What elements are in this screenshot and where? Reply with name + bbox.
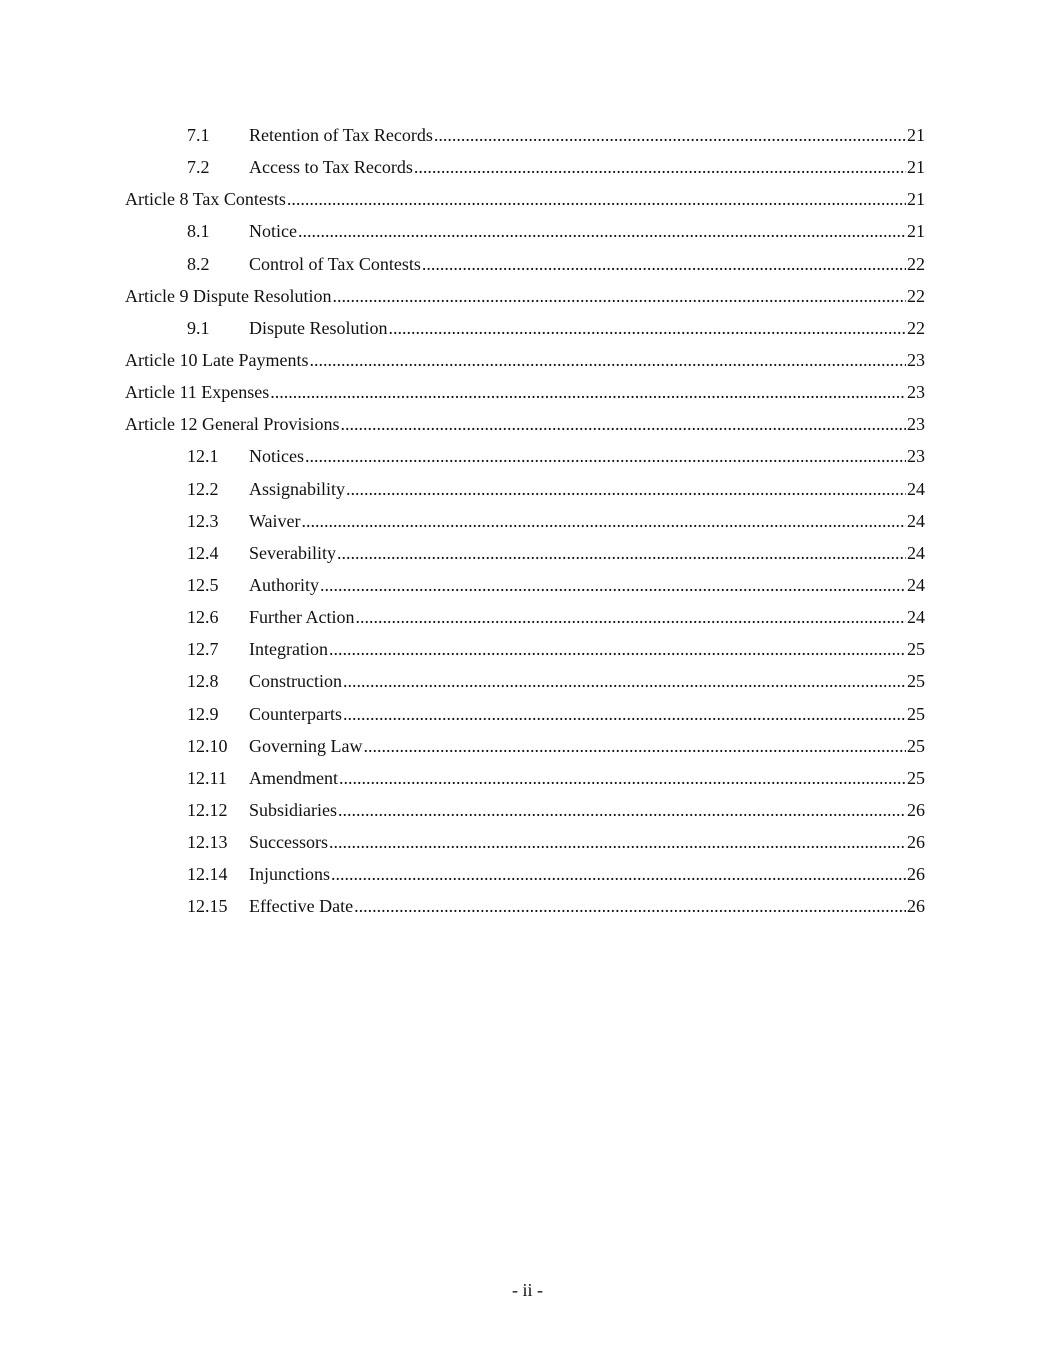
toc-entry-page: 23 (907, 382, 925, 403)
toc-entry-page: 26 (907, 864, 925, 885)
toc-entry-number: 12.9 (187, 703, 219, 724)
toc-entry-title: Injunctions (249, 864, 330, 885)
toc-entry-page: 24 (907, 510, 925, 531)
toc-subsection-entry[interactable] (125, 890, 925, 922)
toc-dot-leader (356, 601, 907, 633)
toc-dot-leader (270, 376, 906, 408)
toc-entry-title: Construction (249, 671, 342, 692)
toc-entry-page: 23 (907, 414, 925, 435)
toc-entry-title: Integration (249, 639, 328, 660)
toc-entry-title: Counterparts (249, 703, 342, 724)
toc-dot-leader (329, 633, 906, 665)
toc-dot-leader (389, 312, 907, 344)
toc-dot-leader (305, 440, 906, 472)
toc-subsection-entry[interactable] (125, 730, 925, 762)
toc-subsection-entry[interactable] (125, 505, 925, 537)
toc-subsection-entry[interactable] (125, 826, 925, 858)
toc-entry-page: 25 (907, 639, 925, 660)
toc-entry-number: 12.2 (187, 478, 219, 499)
toc-article-entry[interactable] (125, 280, 925, 312)
toc-entry-title: Authority (249, 574, 319, 595)
toc-entry-title: Access to Tax Records (249, 157, 413, 178)
toc-entry-number: 12.6 (187, 607, 219, 628)
toc-subsection-entry[interactable] (125, 473, 925, 505)
toc-entry-number: 12.3 (187, 510, 219, 531)
toc-entry-page: 22 (907, 253, 925, 274)
toc-entry-number: 12.14 (187, 864, 228, 885)
toc-dot-leader (363, 730, 906, 762)
toc-entry-page: 21 (907, 157, 925, 178)
toc-dot-leader (287, 183, 906, 215)
toc-entry-number: 7.1 (187, 125, 210, 145)
toc-entry-number: 12.13 (187, 832, 228, 853)
toc-entry-title: Assignability (249, 478, 346, 499)
toc-entry-number: 12.15 (187, 896, 228, 917)
table-of-contents (125, 119, 925, 923)
toc-dot-leader (338, 794, 906, 826)
toc-entry-number: 8.2 (187, 253, 210, 274)
toc-dot-leader (434, 119, 906, 151)
toc-dot-leader (346, 473, 906, 505)
toc-entry-number: 12.11 (187, 767, 227, 788)
toc-dot-leader (302, 505, 906, 537)
toc-entry-title: Notices (249, 446, 304, 467)
toc-entry-title: Article 9 Dispute Resolution (125, 285, 332, 306)
toc-entry-number: 12.12 (187, 799, 228, 820)
toc-entry-title: Retention of Tax Records (249, 125, 433, 145)
toc-dot-leader (320, 569, 906, 601)
toc-entry-number: 12.7 (187, 639, 219, 660)
toc-entry-number: 12.5 (187, 574, 219, 595)
toc-subsection-entry[interactable] (125, 698, 925, 730)
toc-subsection-entry[interactable] (125, 215, 925, 247)
toc-entry-page: 25 (907, 671, 925, 692)
toc-dot-leader (343, 665, 906, 697)
toc-entry-title: Article 11 Expenses (125, 382, 270, 403)
toc-entry-title: Amendment (249, 767, 338, 788)
toc-article-entry[interactable] (125, 408, 925, 440)
toc-subsection-entry[interactable] (125, 794, 925, 826)
toc-entry-number: 12.8 (187, 671, 219, 692)
toc-entry-number: 12.10 (187, 735, 228, 756)
toc-subsection-entry[interactable] (125, 858, 925, 890)
toc-entry-title: Article 10 Late Payments (125, 349, 309, 370)
toc-dot-leader (331, 858, 906, 890)
toc-entry-title: Control of Tax Contests (249, 253, 421, 274)
toc-entry-page: 24 (907, 607, 925, 628)
toc-dot-leader (339, 762, 906, 794)
toc-entry-page: 26 (907, 896, 925, 917)
toc-entry-title: Article 12 General Provisions (125, 414, 340, 435)
toc-entry-title: Severability (249, 542, 336, 563)
toc-article-entry[interactable] (125, 183, 925, 215)
toc-subsection-entry[interactable] (125, 312, 925, 344)
toc-subsection-entry[interactable] (125, 569, 925, 601)
toc-entry-page: 26 (907, 799, 925, 820)
toc-article-entry[interactable] (125, 344, 925, 376)
toc-entry-title: Dispute Resolution (249, 317, 388, 338)
toc-dot-leader (414, 151, 906, 183)
toc-entry-number: 9.1 (187, 317, 210, 338)
toc-entry-title: Subsidiaries (249, 799, 337, 820)
toc-entry-page: 23 (907, 349, 925, 370)
toc-subsection-entry[interactable] (125, 119, 925, 151)
toc-entry-page: 23 (907, 446, 925, 467)
toc-dot-leader (337, 537, 906, 569)
toc-subsection-entry[interactable] (125, 151, 925, 183)
toc-entry-number: 12.1 (187, 446, 219, 467)
toc-entry-page: 21 (907, 221, 925, 242)
toc-entry-title: Effective Date (249, 896, 354, 917)
toc-entry-page: 24 (907, 542, 925, 563)
toc-entry-page: 22 (907, 317, 925, 338)
toc-entry-page: 24 (907, 574, 925, 595)
toc-entry-number: 12.4 (187, 542, 219, 563)
toc-entry-page: 25 (907, 703, 925, 724)
toc-entry-page: 21 (907, 125, 925, 145)
toc-article-entry[interactable] (125, 376, 925, 408)
page-number: - ii - (512, 1280, 543, 1300)
toc-entry-title: Article 8 Tax Contests (125, 189, 286, 210)
toc-subsection-entry[interactable] (125, 248, 925, 280)
toc-entry-page: 26 (907, 832, 925, 853)
toc-dot-leader (422, 248, 906, 280)
toc-dot-leader (309, 344, 906, 376)
toc-entry-number: 7.2 (187, 157, 210, 178)
toc-subsection-entry[interactable] (125, 601, 925, 633)
toc-entry-page: 22 (907, 285, 925, 306)
toc-subsection-entry[interactable] (125, 665, 925, 697)
toc-entry-page: 21 (907, 189, 925, 210)
toc-entry-page: 24 (907, 478, 925, 499)
toc-entry-title: Further Action (249, 607, 355, 628)
toc-entry-title: Successors (249, 832, 328, 853)
toc-subsection-entry[interactable] (125, 440, 925, 472)
toc-entry-title: Waiver (249, 510, 301, 531)
toc-entry-title: Governing Law (249, 735, 363, 756)
toc-dot-leader (343, 698, 906, 730)
toc-dot-leader (332, 280, 906, 312)
toc-entry-title: Notice (249, 221, 297, 242)
toc-subsection-entry[interactable] (125, 633, 925, 665)
toc-subsection-entry[interactable] (125, 762, 925, 794)
toc-entry-page: 25 (907, 767, 925, 788)
toc-entry-page: 25 (907, 735, 925, 756)
toc-entry-number: 8.1 (187, 221, 210, 242)
toc-dot-leader (340, 408, 906, 440)
toc-dot-leader (354, 890, 906, 922)
toc-dot-leader (329, 826, 906, 858)
toc-dot-leader (298, 215, 906, 247)
toc-subsection-entry[interactable] (125, 537, 925, 569)
